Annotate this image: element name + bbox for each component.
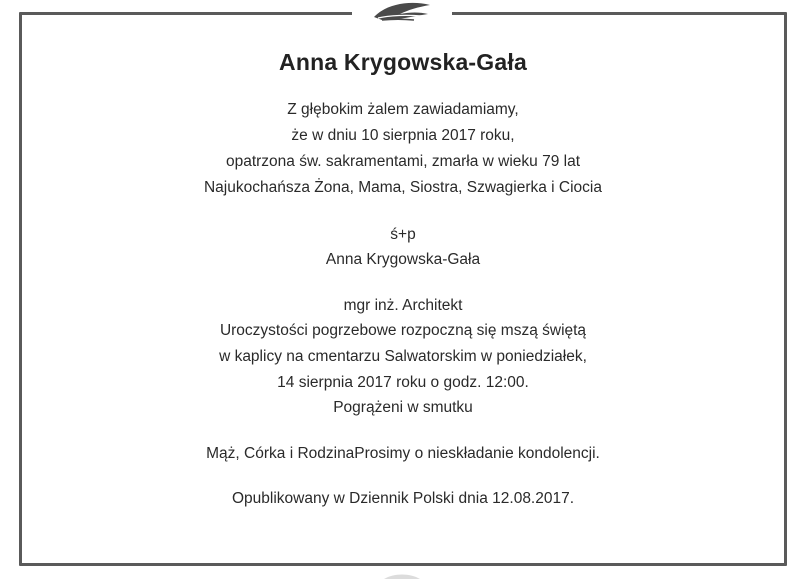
deceased-name: Anna Krygowska-Gała xyxy=(325,251,481,268)
family-note: Mąż, Córka i RodzinaProsimy o nieskładanie kondolencji. xyxy=(206,445,600,462)
detail-line: Uroczystości pogrzebowe rozpoczną się mszą świętą xyxy=(219,322,587,339)
detail-line: w kaplicy na cmentarzu Salwatorskim w poniedziałek, xyxy=(219,348,587,365)
announcement-line: że w dniu 10 sierpnia 2017 roku, xyxy=(291,127,515,144)
page-title: Anna Krygowska-Gała xyxy=(279,49,527,75)
feather-icon xyxy=(352,0,452,24)
detail-line: mgr inż. Architekt xyxy=(343,297,463,314)
obituary-frame xyxy=(19,12,787,566)
bottom-ornament xyxy=(370,566,434,575)
announcement-line: opatrzona św. sakramentami, zmarła w wieku 79 lat xyxy=(225,153,581,170)
detail-line: 14 sierpnia 2017 roku o godz. 12:00. xyxy=(277,374,529,391)
announcement-line: Z głębokim żalem zawiadamiamy, xyxy=(287,101,519,118)
publication-note: Opublikowany w Dziennik Polski dnia 12.08.2017. xyxy=(231,490,575,507)
deceased-prefix: ś+p xyxy=(390,226,416,243)
announcement-line: Najukochańsza Żona, Mama, Siostra, Szwagierka i Ciocia xyxy=(203,179,602,196)
detail-line: Pogrążeni w smutku xyxy=(333,399,473,416)
